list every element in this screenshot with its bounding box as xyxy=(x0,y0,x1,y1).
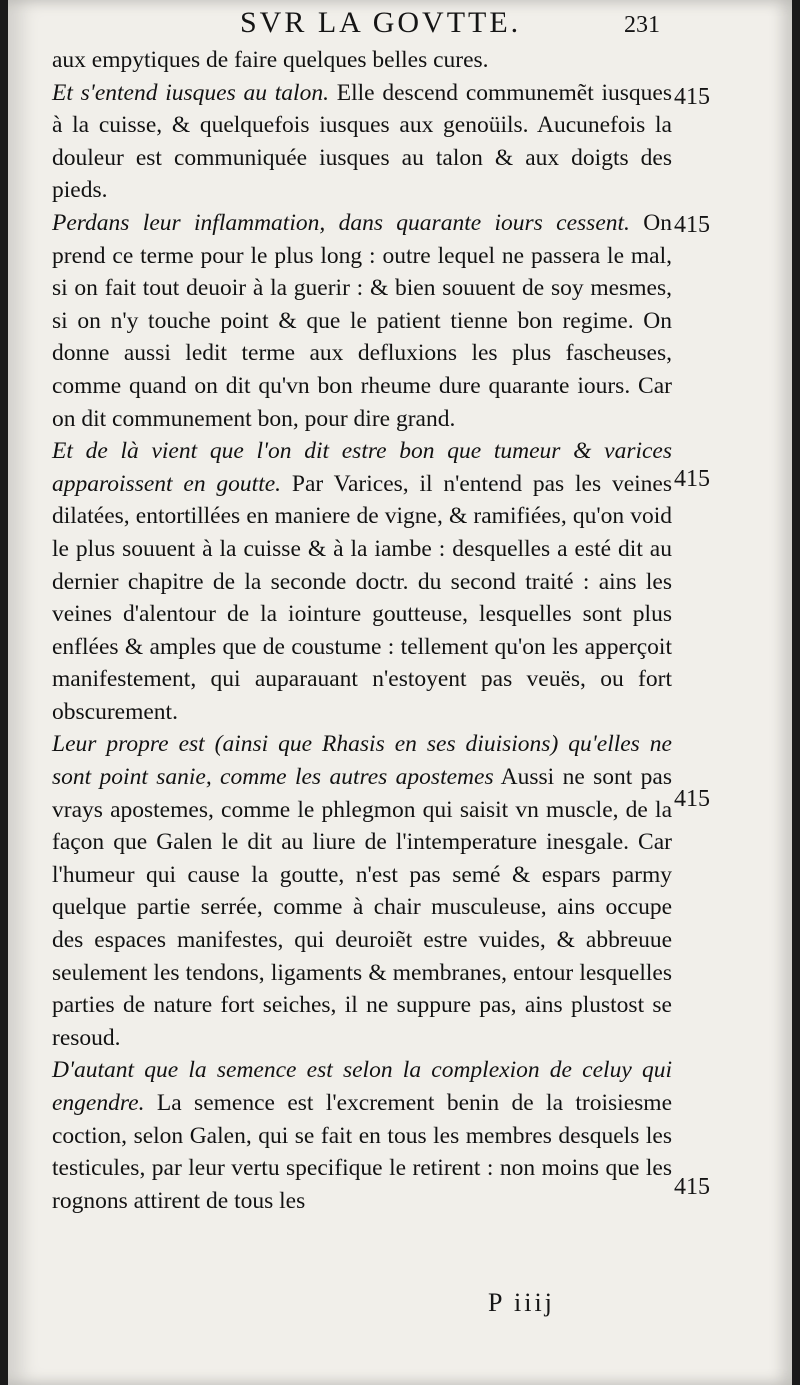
paragraph-text: Elle descend communemẽt iusques à la cuisse, & quelquefois iusques aux genoüils. Aucunefois la douleur est communiquée iusques au talon & aux doigts des pieds. xyxy=(52,79,673,204)
lemma-text: D'autant que la semence est selon la complexion de celuy qui engendre. xyxy=(52,1057,672,1116)
signature-mark xyxy=(488,1288,555,1318)
book-page xyxy=(8,0,792,1385)
page-number: 231 xyxy=(624,12,660,38)
paragraph xyxy=(52,44,672,77)
paragraph xyxy=(52,77,672,207)
margin-note: 415 xyxy=(674,1174,710,1200)
paragraph-text: La semence est l'excrement benin de la troisiesme coction, selon Galen, qui se fait en tous les membres desquels les testicules, par leur vertu specifique le retirent : non moins que les rognons attirent de tous les xyxy=(52,1090,672,1214)
margin-note: 415 xyxy=(674,212,710,238)
margin-note: 415 xyxy=(674,466,710,492)
paragraph-text: aux empytiques de faire quelques belles cures. xyxy=(52,47,489,73)
page-header xyxy=(8,6,792,46)
paragraph xyxy=(52,207,672,435)
margin-note: 415 xyxy=(674,786,710,812)
paragraph-text: On prend ce terme pour le plus long : outre lequel ne passera le mal, si on fait tout deuoir à la guerir : & bien souuent de soy mesmes, si on n'y touche point & que le patient tienne bon regime. On donne aussi ledit terme aux defluxions les plus fascheuses, comme quand on dit qu'vn bon rheume dure quarante iours. Car on dit communement bon, pour dire grand. xyxy=(52,209,673,432)
paragraph-text: Aussi ne sont pas vrays apostemes, comme le phlegmon qui saisit vn muscle, de la façon que Galen le dit au liure de l'intemperature inesgale. Car l'humeur qui cause la goutte, n'est pas semé & espars parmy quelque partie serrée, comme à chair musculeuse, ains occupe des espaces manifestes, qui deuroiẽt estre vuides, & abbreuue seulement les tendons, ligaments & membranes, entour lesquelles parties de nature fort seiches, il ne suppure pas, ains plustost se resoud. xyxy=(52,764,672,1051)
signature-text: P iiij xyxy=(488,1288,555,1317)
paragraph xyxy=(52,1054,672,1217)
margin-note: 415 xyxy=(674,84,710,110)
paragraph xyxy=(52,435,672,728)
lemma-text: Et s'entend iusques au talon. xyxy=(52,79,329,106)
lemma-text: Leur propre est (ainsi que Rhasis en ses diuisions) qu'elles ne sont point sanie, comme les autres apostemes xyxy=(52,731,672,791)
paragraph-text: Par Varices, il n'entend pas les veines dilatées, entortillées en maniere de vigne, & ramifiées, qu'on void le plus souuent à la cuisse & à la iambe : desquelles a esté dit au dernier chapitre de la seconde doctr. du second traité : ains les veines d'alentour de la iointure goutteuse, lesquelles sont plus enflées & amples que de coustume : tellement qu'on les apperçoit manifestement, qui auparauant n'estoyent pas veuës, ou fort obscurement. xyxy=(52,470,672,725)
running-head: SVR LA GOVTTE. xyxy=(240,6,522,39)
paragraph xyxy=(52,728,672,1054)
lemma-text: Perdans leur inflammation, dans quarante iours cessent. xyxy=(52,209,630,236)
body-text xyxy=(52,44,672,1217)
lemma-text: Et de là vient que l'on dit estre bon que tumeur & varices apparoissent en goutte. xyxy=(52,438,672,497)
